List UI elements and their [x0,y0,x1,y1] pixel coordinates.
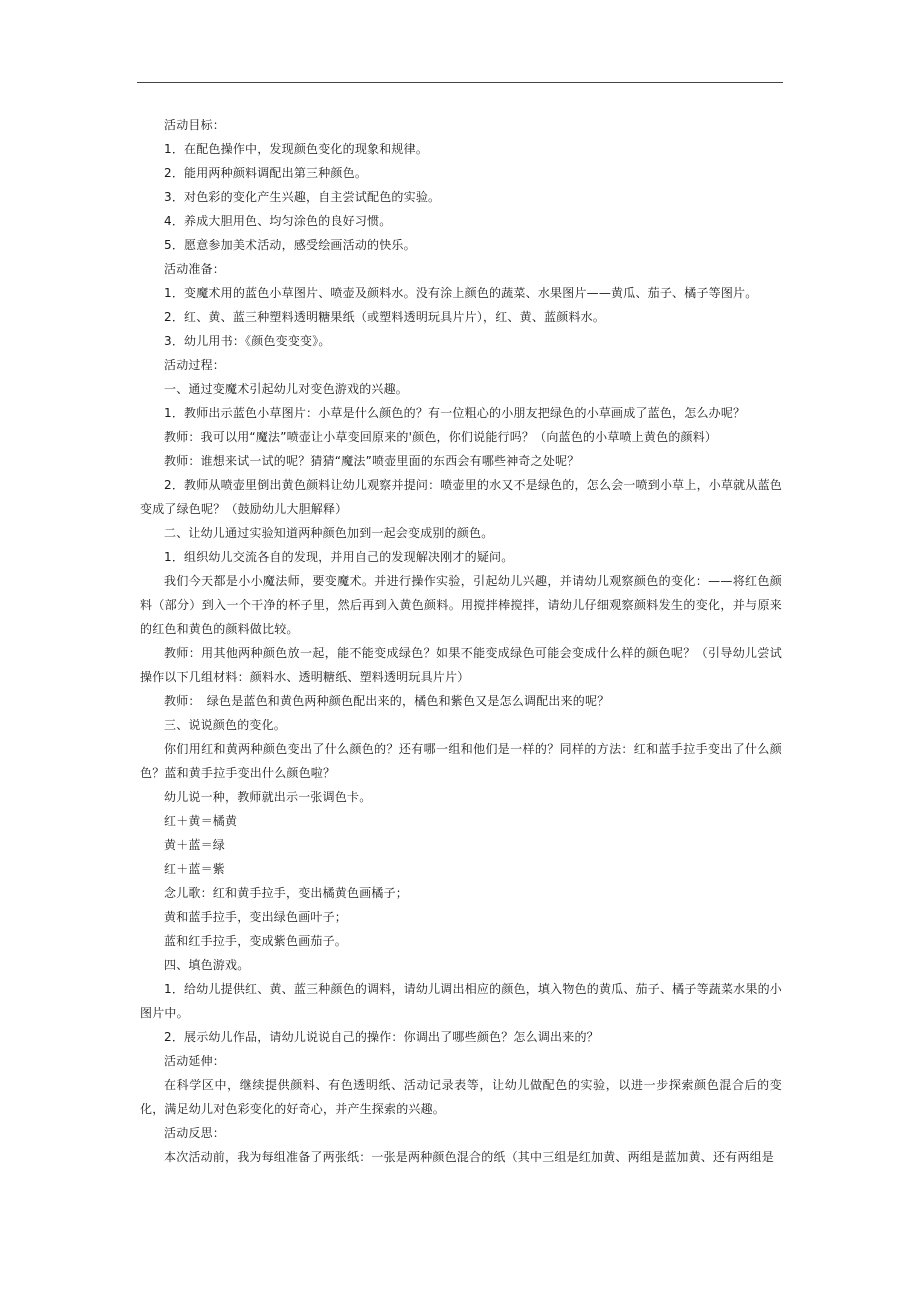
process-paragraph: 教师： 绿色是蓝色和黄色两种颜色配出来的，橘色和紫色又是怎么调配出来的呢？ [164,694,610,708]
document-body [140,113,782,1169]
rhyme-line: 念儿歌：红和黄手拉手，变出橘黄色画橘子； [164,886,409,900]
process-paragraph: 2．教师从喷壶里倒出黄色颜料让幼儿观察并提问：喷壶里的水又不是绿色的，怎么会一喷到小草上，小草就从蓝色变成了绿色呢？（鼓励幼儿大胆解释） [140,478,782,516]
goal-item: 4．养成大胆用色、均匀涂色的良好习惯。 [164,214,392,228]
process-paragraph: 你们用红和黄两种颜色变出了什么颜色的？还有哪一组和他们是一样的？同样的方法：红和蓝手拉手变出了什么颜色？蓝和黄手拉手变出什么颜色啦？ [140,742,782,780]
section-heading-preparation: 活动准备： [164,262,226,276]
section-heading-reflection: 活动反思： [164,1126,226,1140]
header-rule [137,82,783,83]
section-heading-process: 活动过程： [164,358,226,372]
process-paragraph: 2．展示幼儿作品，请幼儿说说自己的操作：你调出了哪些颜色？怎么调出来的？ [164,1030,599,1044]
process-paragraph: 教师：我可以用“魔法”喷壶让小草变回原来的'颜色，你们说能行吗？（向蓝色的小草喷上黄色的颜料） [164,430,718,444]
process-step-heading: 二、让幼儿通过实验知道两种颜色加到一起会变成别的颜色。 [164,526,494,540]
process-paragraph: 幼儿说一种，教师就出示一张调色卡。 [164,790,372,804]
extension-paragraph: 在科学区中，继续提供颜料、有色透明纸、活动记录表等，让幼儿做配色的实验，以进一步探索颜色混合后的变化，满足幼儿对色彩变化的好奇心，并产生探索的兴趣。 [140,1078,782,1116]
color-formula: 红＋黄＝橘黄 [164,814,238,828]
process-paragraph: 教师：谁想来试一试的呢？猜猜“魔法”喷壶里面的东西会有哪些神奇之处呢？ [164,454,580,468]
goal-item: 1．在配色操作中，发现颜色变化的现象和规律。 [164,142,429,156]
color-formula: 红＋蓝＝紫 [164,862,226,876]
color-formula: 黄＋蓝＝绿 [164,838,226,852]
preparation-item: 1．变魔术用的蓝色小草图片、喷壶及颜料水。没有涂上颜色的蔬菜、水果图片——黄瓜、茄子、橘子等图片。 [164,286,758,300]
process-paragraph: 1．给幼儿提供红、黄、蓝三种颜色的调料，请幼儿调出相应的颜色，填入物色的黄瓜、茄子、橘子等蔬菜水果的小图片中。 [140,982,782,1020]
reflection-paragraph: 本次活动前，我为每组准备了两张纸：一张是两种颜色混合的纸（其中三组是红加黄、两组是蓝加黄、还有两组是 [164,1150,775,1164]
process-paragraph: 我们今天都是小小魔法师，要变魔术。并进行操作实验，引起幼儿兴趣，并请幼儿观察颜色的变化：——将红色颜料（部分）到入一个干净的杯子里，然后再到入黄色颜料。用搅拌棒搅拌，请幼儿仔细观察颜料发生的变化，并与原来的红色和黄色的颜料做比较。 [140,574,782,636]
rhyme-line: 黄和蓝手拉手，变出绿色画叶子； [164,910,348,924]
process-step-heading: 一、通过变魔术引起幼儿对变色游戏的兴趣。 [164,382,409,396]
section-heading-extension: 活动延伸： [164,1054,226,1068]
section-heading-goals: 活动目标： [164,118,226,132]
process-paragraph: 1．教师出示蓝色小草图片：小草是什么颜色的？有一位粗心的小朋友把绿色的小草画成了蓝色，怎么办呢？ [164,406,746,420]
process-paragraph: 教师：用其他两种颜色放一起，能不能变成绿色？如果不能变成绿色可能会变成什么样的颜色呢？（引导幼儿尝试操作以下几组材料：颜料水、透明糖纸、塑料透明玩具片片） [140,646,782,684]
process-step-heading: 三、说说颜色的变化。 [164,718,287,732]
goal-item: 2．能用两种颜料调配出第三种颜色。 [164,166,368,180]
goal-item: 5．愿意参加美术活动，感受绘画活动的快乐。 [164,238,416,252]
preparation-item: 3．幼儿用书：《颜色变变变》。 [164,334,331,348]
goal-item: 3．对色彩的变化产生兴趣，自主尝试配色的实验。 [164,190,441,204]
process-paragraph: 1．组织幼儿交流各自的发现，并用自己的发现解决刚才的疑问。 [164,550,514,564]
process-step-heading: 四、填色游戏。 [164,958,250,972]
preparation-item: 2．红、黄、蓝三种塑料透明糖果纸（或塑料透明玩具片片），红、黄、蓝颜料水。 [164,310,606,324]
rhyme-line: 蓝和红手拉手，变成紫色画茄子。 [164,934,348,948]
